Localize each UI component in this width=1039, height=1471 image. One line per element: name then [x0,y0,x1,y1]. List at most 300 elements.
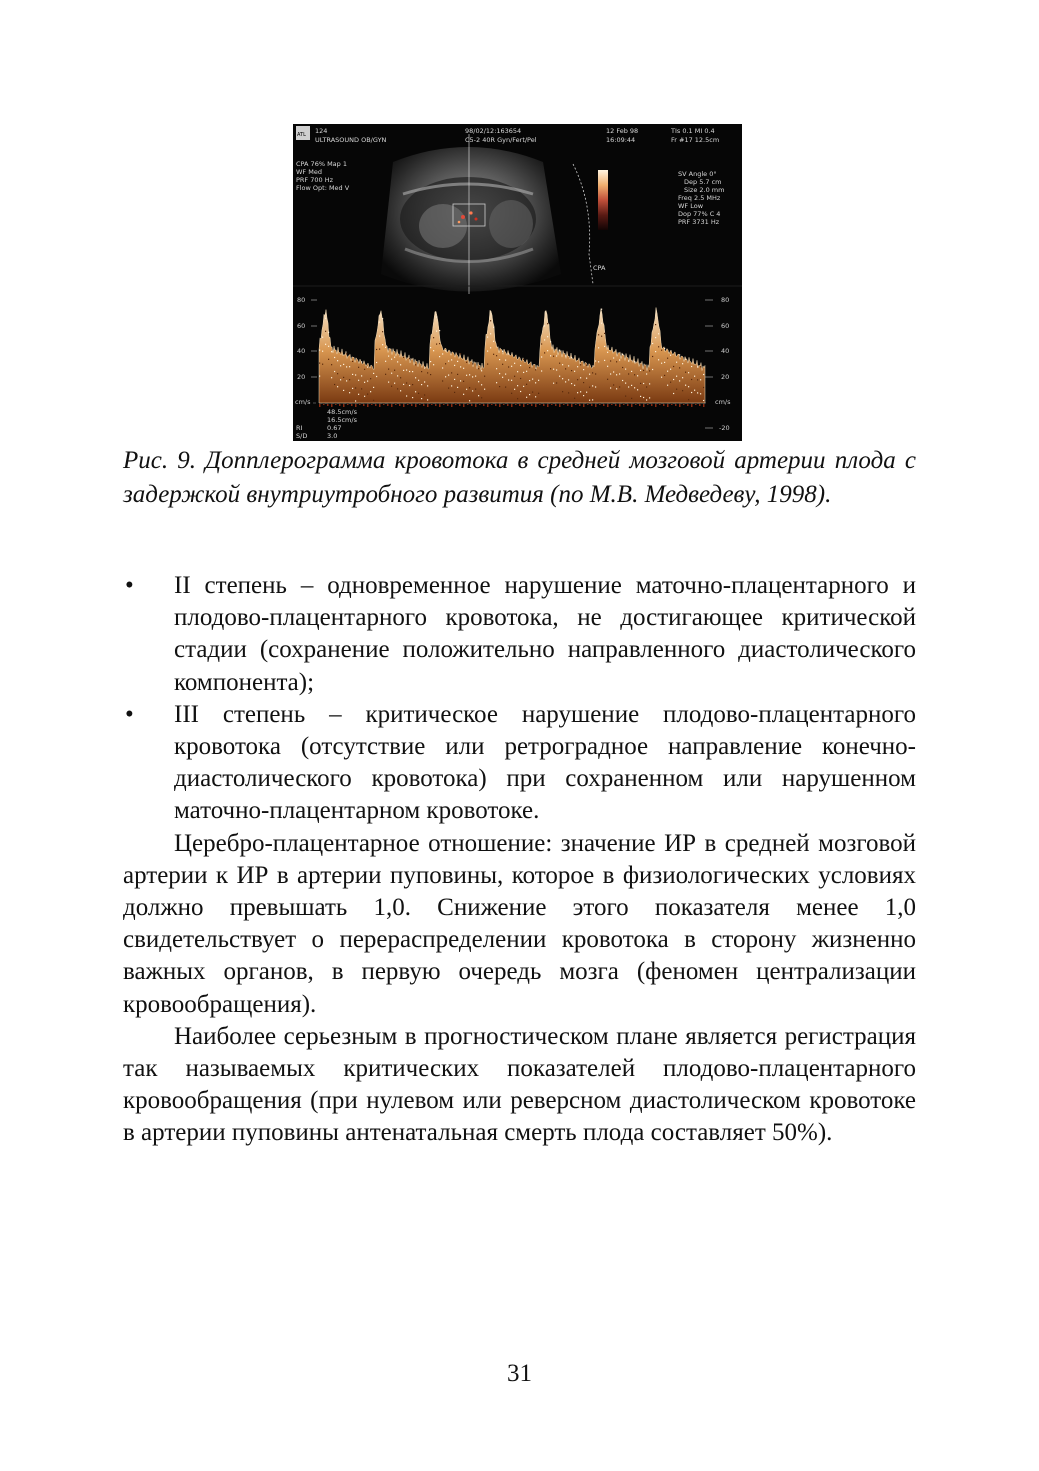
speckle-dot [445,350,446,351]
speckle-dot [400,390,401,391]
speckle-dot [499,373,500,374]
speckle-dot [478,395,479,396]
reverse-noise [443,404,445,405]
reverse-noise [551,404,553,405]
reverse-noise [643,404,645,407]
speckle-dot [493,341,494,342]
speckle-dot [595,386,596,387]
speckle-dot [397,375,398,376]
speckle-dot [682,390,683,391]
speckle-dot [613,357,614,358]
speckle-dot [679,380,680,381]
speckle-dot [502,364,503,365]
speckle-dot [481,397,482,398]
speckle-dot [403,384,404,385]
speckle-dot [607,379,608,380]
reverse-noise [547,404,549,407]
speckle-dot [454,379,455,380]
reverse-noise [571,404,573,407]
reverse-noise [427,404,429,407]
speckle-dot [433,364,434,365]
speckle-dot [685,385,686,386]
speckle-dot [340,352,341,353]
reverse-noise [579,404,581,406]
speckle-dot [370,378,371,379]
speckle-dot [490,333,491,334]
speckle-dot [334,384,335,385]
speckle-dot [595,360,596,361]
speckle-dot [658,346,659,347]
speckle-dot [592,372,593,373]
speckle-dot [568,365,569,366]
speckle-dot [391,386,392,387]
speckle-dot [673,393,674,394]
speckle-dot [430,361,431,362]
tis-mi: TIs 0.1 MI 0.4 [671,127,715,135]
speckle-dot [352,388,353,389]
speckle-dot [460,380,461,381]
speckle-dot [370,391,371,392]
speckle-dot [475,376,476,377]
svg-text:Dop 77% C 4: Dop 77% C 4 [678,210,721,218]
reverse-noise [663,404,665,406]
speckle-dot [430,347,431,348]
speckle-dot [595,373,596,374]
speckle-dot [325,344,326,345]
svg-text:48.5cm/s: 48.5cm/s [327,408,357,416]
reverse-noise [447,404,449,406]
speckle-dot [391,373,392,374]
speckle-dot [691,392,692,393]
speckle-dot [550,341,551,342]
speckle-dot [349,366,350,367]
speckle-dot [547,336,548,337]
speckle-dot [505,360,506,361]
speckle-dot [409,358,410,359]
reverse-noise [559,404,561,407]
speckle-dot [514,389,515,390]
speckle-dot [514,376,515,377]
speckle-dot [406,395,407,396]
speckle-dot [361,375,362,376]
speckle-dot [439,343,440,344]
reverse-noise [639,404,641,406]
speckle-dot [406,369,407,370]
speckle-dot [556,369,557,370]
speckle-dot [604,346,605,347]
speckle-dot [511,366,512,367]
speckle-dot [553,383,554,384]
speckle-dot [520,378,521,379]
speckle-dot [670,382,671,383]
reverse-noise [483,404,485,406]
reverse-noise [327,404,329,406]
speckle-dot [568,392,569,393]
reverse-noise [331,404,333,407]
speckle-dot [577,379,578,380]
speckle-dot [493,354,494,355]
speckle-dot [394,357,395,358]
speckle-dot [403,357,404,358]
speckle-dot [346,380,347,381]
speckle-dot [427,372,428,373]
reverse-noise [667,404,669,407]
speckle-dot [541,370,542,371]
reverse-noise [695,404,697,405]
reverse-noise [359,404,361,405]
speckle-dot [667,385,668,386]
speckle-dot [583,382,584,383]
reverse-noise [703,404,705,407]
speckle-dot [352,361,353,362]
speckle-dot [559,376,560,377]
speckle-dot [628,386,629,387]
speckle-dot [652,343,653,344]
reverse-noise [599,404,601,405]
speckle-dot [418,380,419,381]
speckle-dot [328,332,329,333]
speckle-dot [373,373,374,374]
speckle-dot [697,366,698,367]
speckle-dot [625,369,626,370]
reverse-noise [519,404,521,406]
speckle-dot [466,389,467,390]
reverse-noise [659,404,661,405]
speckle-dot [397,388,398,389]
speckle-dot [508,366,509,367]
paragraph: Наиболее серьезным в прогностическом плане является регистрация так называемых критических показателей плодово-плацентарного кровообращения (при нулевом или реверсном диастолическом кровотоке в артерии пуповины антенатальная смерть плода составляет 50%). [123,1022,916,1147]
speckle-dot [373,400,374,401]
svg-text:40: 40 [721,347,730,355]
speckle-dot [529,394,530,395]
speckle-dot [388,356,389,357]
speckle-dot [397,361,398,362]
reverse-noise [627,404,629,406]
svg-text:80: 80 [721,296,730,304]
speckle-dot [379,349,380,350]
speckle-dot [472,390,473,391]
reverse-noise [491,404,493,405]
speckle-dot [355,374,356,375]
reverse-noise [623,404,625,405]
speckle-dot [394,383,395,384]
frame-depth: Fr #17 12.5cm [671,136,720,144]
speckle-dot [700,393,701,394]
speckle-dot [559,363,560,364]
speckle-dot [421,371,422,372]
speckle-dot [346,366,347,367]
speckle-dot [631,385,632,386]
speckle-dot [703,400,704,401]
speckle-dot [439,356,440,357]
speckle-dot [562,364,563,365]
speckle-dot [415,377,416,378]
reverse-noise [363,404,365,406]
speckle-dot [643,397,644,398]
speckle-dot [424,394,425,395]
speckle-dot [337,373,338,374]
reverse-noise [335,404,337,405]
speckle-dot [373,387,374,388]
speckle-dot [367,367,368,368]
speckle-dot [478,381,479,382]
speckle-dot [412,397,413,398]
speckle-dot [610,360,611,361]
speckle-dot [355,400,356,401]
reverse-noise [603,404,605,406]
list-item-text: III степень – критическое нарушение плодово-плацентарного кровотока (отсутствие или ретроградное направление конечно-диастолического кровотока) при сохраненном или нарушенном маточно-плацентарном кровотоке. [174,700,916,825]
reverse-noise [683,404,685,405]
speckle-dot [349,379,350,380]
speckle-dot [442,367,443,368]
speckle-dot [448,375,449,376]
svg-text:WF Med: WF Med [296,168,322,176]
speckle-dot [544,325,545,326]
speckle-dot [421,398,422,399]
speckle-dot [589,374,590,375]
speckle-dot [469,387,470,388]
speckle-dot [685,372,686,373]
speckle-dot [331,351,332,352]
svg-text:CPA 76% Map 1: CPA 76% Map 1 [296,160,347,168]
svg-text:20: 20 [297,373,306,381]
reverse-noise [699,404,701,406]
speckle-dot [415,391,416,392]
speckle-dot [343,390,344,391]
speckle-dot [580,364,581,365]
speckle-dot [502,377,503,378]
speckle-dot [673,379,674,380]
speckle-dot [661,363,662,364]
speckle-dot [412,371,413,372]
speckle-dot [622,367,623,368]
speckle-dot [367,394,368,395]
svg-text:Flow Opt: Med V: Flow Opt: Med V [296,184,350,192]
speckle-dot [418,393,419,394]
speckle-dot [427,385,428,386]
speckle-dot [625,383,626,384]
speckle-dot [622,354,623,355]
speckle-dot [361,361,362,362]
speckle-dot [460,353,461,354]
speckle-dot [592,385,593,386]
speckle-dot [400,364,401,365]
speckle-dot [646,399,647,400]
speckle-dot [559,350,560,351]
reverse-noise [487,404,489,407]
speckle-dot [571,383,572,384]
reverse-noise [687,404,689,406]
speckle-dot [511,393,512,394]
speckle-dot [661,377,662,378]
reverse-noise [679,404,681,407]
speckle-dot [631,371,632,372]
speckle-dot [655,337,656,338]
speckle-dot [433,337,434,338]
speckle-dot [562,378,563,379]
reverse-noise [495,404,497,406]
reverse-noise [419,404,421,405]
reverse-noise [499,404,501,407]
reverse-noise [411,404,413,406]
speckle-dot [556,382,557,383]
speckle-dot [508,379,509,380]
cine-label: CPA [593,264,606,272]
reverse-noise [619,404,621,407]
reverse-noise [439,404,441,407]
speckle-dot [550,368,551,369]
speckle-dot [520,391,521,392]
speckle-dot [364,382,365,383]
speckle-dot [670,355,671,356]
reverse-noise [535,404,537,407]
speckle-dot [649,397,650,398]
speckle-dot [379,336,380,337]
speckle-dot [661,350,662,351]
speckle-dot [340,365,341,366]
speckle-dot [676,389,677,390]
speckle-dot [703,387,704,388]
svg-text:cm/s: cm/s [715,398,731,406]
reverse-noise [343,404,345,407]
speckle-dot [382,331,383,332]
speckle-dot [682,363,683,364]
speckle-dot [616,361,617,362]
speckle-dot [385,361,386,362]
speckle-dot [388,382,389,383]
reverse-noise [523,404,525,407]
speckle-dot [613,371,614,372]
speckle-dot [523,386,524,387]
speckle-dot [457,361,458,362]
speckle-dot [493,327,494,328]
reverse-noise [635,404,637,405]
speckle-dot [670,369,671,370]
speckle-dot [619,359,620,360]
speckle-dot [691,366,692,367]
speckle-dot [424,367,425,368]
speckle-dot [403,370,404,371]
speckle-dot [631,398,632,399]
velocity-axis-right [705,296,731,432]
reverse-noise [647,404,649,405]
bullet-marker: • [125,572,134,599]
speckle-dot [649,370,650,371]
speckle-dot [319,376,320,377]
speckle-dot [343,364,344,365]
svg-text:3.0: 3.0 [327,432,338,440]
speckle-dot [640,383,641,384]
speckle-dot [352,374,353,375]
speckle-dot [685,359,686,360]
reverse-noise [471,404,473,406]
speckle-dot [376,362,377,363]
speckle-dot [553,356,554,357]
speckle-dot [598,334,599,335]
color-scale-bar [598,170,608,230]
speckle-dot [634,387,635,388]
speckle-dot [586,392,587,393]
reverse-noise [455,404,457,405]
reverse-noise [479,404,481,405]
list-item-text: II степень – одновременное нарушение маточно-плацентарного и плодово-плацентарного кровотока, не достигающее критической стадии (сохранение положительно направленного диастолического компонента); [174,572,916,696]
speckle-dot [379,322,380,323]
speckle-dot [643,370,644,371]
speckle-dot [511,380,512,381]
reverse-noise [387,404,389,406]
speckle-dot [667,358,668,359]
speckle-dot [409,371,410,372]
bullet-marker: • [125,700,134,728]
reverse-noise [511,404,513,407]
logo-text: ATL [297,132,306,138]
reverse-noise [591,404,593,406]
doppler-spectrum-waveform [319,308,705,404]
reverse-noise [631,404,633,407]
speckle-dot [601,323,602,324]
speckle-dot [328,359,329,360]
reverse-noise [651,404,653,406]
speckle-dot [658,359,659,360]
speckle-dot [469,400,470,401]
svg-text:60: 60 [721,322,730,330]
reverse-noise [323,404,325,405]
speckle-dot [517,371,518,372]
speckle-dot [586,378,587,379]
speckle-dot [634,361,635,362]
speckle-dot [436,317,437,318]
speckle-dot [583,395,584,396]
speckle-dot [496,382,497,383]
speckle-dot [673,366,674,367]
reverse-noise [555,404,557,406]
speckle-dot [676,376,677,377]
speckle-dot [583,369,584,370]
speckle-dot [601,336,602,337]
reverse-noise [671,404,673,405]
speckle-dot [538,393,539,394]
speckle-dot [394,370,395,371]
speckle-dot [487,351,488,352]
speckle-dot [694,376,695,377]
speckle-dot [376,376,377,377]
reverse-noise [395,404,397,405]
speckle-dot [628,360,629,361]
reverse-noise [567,404,569,406]
speckle-dot [364,396,365,397]
speckle-dot [325,331,326,332]
svg-text:20: 20 [721,373,730,381]
speckle-dot [655,351,656,352]
time: 16:09:44 [606,136,636,144]
reverse-noise [347,404,349,405]
speckle-dot [427,399,428,400]
speckle-dot [472,363,473,364]
speckle-dot [694,390,695,391]
speckle-dot [562,391,563,392]
speckle-dot [604,360,605,361]
speckle-dot [613,384,614,385]
reverse-noise [391,404,393,407]
speckle-dot [700,366,701,367]
doppler-ultrasound-image [293,124,742,441]
speckle-dot [400,377,401,378]
figure-caption: Рис. 9. Допплерограмма кровотока в средней мозговой артерии плода с задержкой внутриутробного развития (по М.В. Медведеву, 1998). [123,447,916,508]
reverse-noise [431,404,433,405]
speckle-dot [454,365,455,366]
speckle-dot [568,379,569,380]
speckle-dot [520,365,521,366]
